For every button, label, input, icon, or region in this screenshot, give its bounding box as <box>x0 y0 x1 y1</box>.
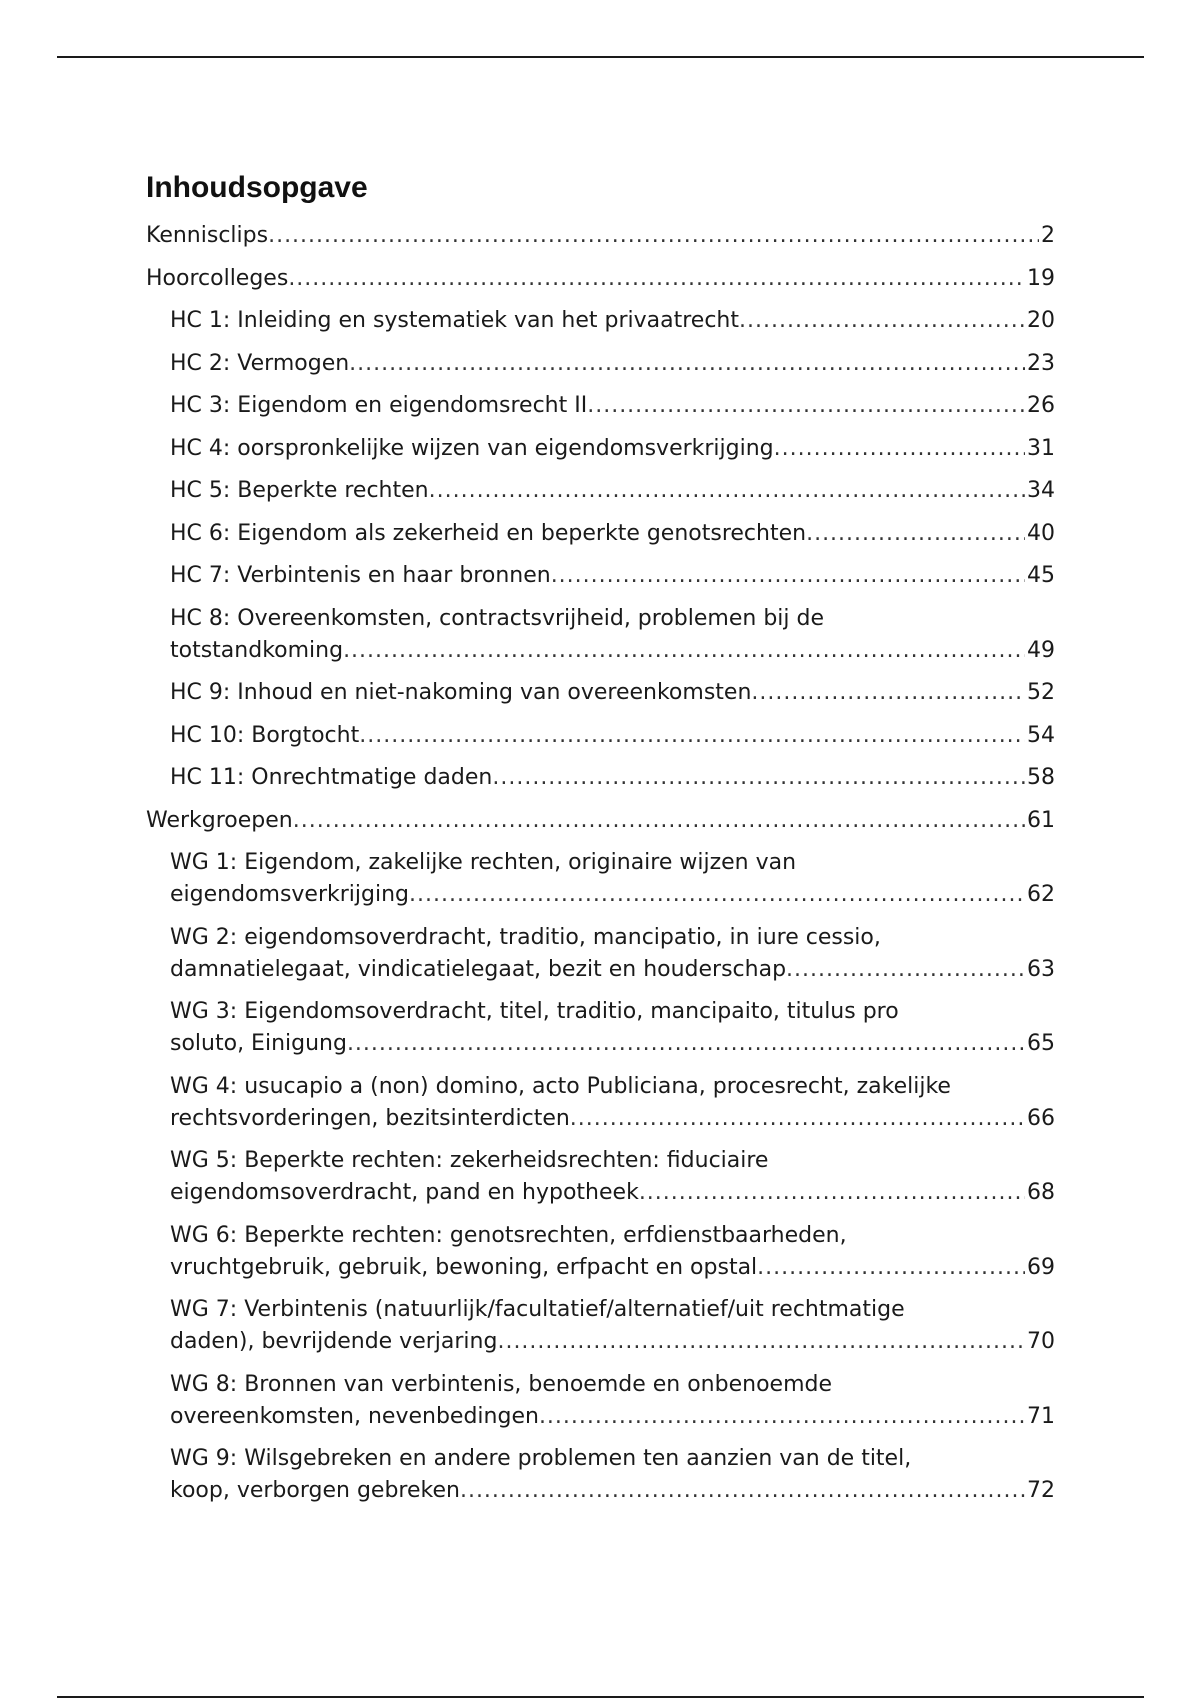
toc-page-number: 54 <box>1027 722 1055 748</box>
toc-page-number: 34 <box>1027 478 1055 503</box>
toc-page-number: 62 <box>1027 882 1055 907</box>
toc-page-number: 49 <box>1027 637 1055 663</box>
toc-entry-title: koop, verborgen gebreken <box>170 1478 460 1503</box>
toc-entry-title: HC 7: Verbintenis en haar bronnen <box>170 563 551 588</box>
toc-page-number: 20 <box>1027 308 1055 333</box>
toc-leader-dots <box>347 1028 1025 1060</box>
toc-entry-title: HC 3: Eigendom en eigendomsrecht II <box>170 393 588 418</box>
toc-leader-dots <box>639 1177 1025 1209</box>
toc-entry-title: damnatielegaat, vindicatielegaat, bezit en houderschap <box>170 956 787 982</box>
toc-page-number: 72 <box>1027 1478 1055 1503</box>
toc-entry[interactable] <box>146 1369 1055 1433</box>
toc-entry-title: WG 2: eigendomsoverdracht, traditio, mancipatio, in iure cessio, <box>170 924 881 950</box>
toc-entry[interactable] <box>146 1294 1055 1358</box>
toc-page-number: 26 <box>1027 393 1055 418</box>
toc-entry[interactable] <box>146 720 1055 752</box>
toc-entry-title: HC 5: Beperkte rechten <box>170 478 429 503</box>
toc-entry[interactable] <box>146 475 1055 507</box>
toc-leader-dots <box>460 1475 1025 1507</box>
toc-leader-dots <box>751 677 1025 709</box>
toc-page-number: 45 <box>1027 563 1055 588</box>
toc-entry-title: soluto, Einigung <box>170 1031 347 1056</box>
toc-entry[interactable] <box>146 348 1055 380</box>
toc-page-number: 19 <box>1027 265 1055 291</box>
toc-entry[interactable] <box>146 1220 1055 1284</box>
toc-page-number: 69 <box>1027 1254 1055 1280</box>
toc-entry-title: WG 7: Verbintenis (natuurlijk/facultatief/alternatief/uit rechtmatige <box>170 1297 905 1322</box>
toc-entry-title: HC 1: Inleiding en systematiek van het privaatrecht <box>170 308 739 333</box>
toc-entry[interactable] <box>146 996 1055 1060</box>
toc-entry-title: WG 9: Wilsgebreken en andere problemen ten aanzien van de titel, <box>170 1446 912 1471</box>
toc-entry[interactable] <box>146 1145 1055 1209</box>
toc-page-number: 58 <box>1027 765 1055 790</box>
toc-leader-dots <box>739 305 1025 337</box>
toc-container <box>146 170 1055 1518</box>
toc-page-number: 31 <box>1027 435 1055 461</box>
toc-leader-dots <box>539 1401 1025 1433</box>
toc-entry-title: WG 3: Eigendomsoverdracht, titel, traditio, mancipaito, titulus pro <box>170 999 899 1024</box>
toc-leader-dots <box>429 475 1025 507</box>
toc-entry-title: HC 2: Vermogen <box>170 350 350 376</box>
toc-page-number: 63 <box>1027 956 1055 982</box>
toc-entry[interactable] <box>146 762 1055 794</box>
toc-entry-title: WG 8: Bronnen van verbintenis, benoemde en onbenoemde <box>170 1371 832 1397</box>
toc-entry-title: rechtsvorderingen, bezitsinterdicten <box>170 1105 570 1131</box>
toc-leader-dots <box>570 1103 1025 1135</box>
toc-entry[interactable] <box>146 922 1055 986</box>
toc-page-number: 40 <box>1027 520 1055 546</box>
toc-page-number: 68 <box>1027 1180 1055 1205</box>
toc-entry[interactable] <box>146 263 1055 295</box>
toc-entry[interactable] <box>146 603 1055 667</box>
toc-entry[interactable] <box>146 1443 1055 1507</box>
toc-entry-title: Kennisclips <box>146 223 269 248</box>
toc-entry-title: HC 8: Overeenkomsten, contractsvrijheid, problemen bij de <box>170 605 824 631</box>
toc-leader-dots <box>409 879 1025 911</box>
toc-page-number: 2 <box>1041 223 1055 248</box>
toc-page-number: 66 <box>1027 1105 1055 1131</box>
toc-entry[interactable] <box>146 305 1055 337</box>
toc-entry-title: overeenkomsten, nevenbedingen <box>170 1403 539 1429</box>
toc-entry-title: HC 4: oorspronkelijke wijzen van eigendomsverkrijging <box>170 435 774 461</box>
toc-page-number: 71 <box>1027 1403 1055 1429</box>
toc-page-number: 65 <box>1027 1031 1055 1056</box>
toc-leader-dots <box>497 1326 1025 1358</box>
toc-entry-title: HC 6: Eigendom als zekerheid en beperkte genotsrechten <box>170 520 807 546</box>
toc-page-number: 23 <box>1027 350 1055 376</box>
toc-entry-title: daden), bevrijdende verjaring <box>170 1329 498 1354</box>
toc-leader-dots <box>587 390 1025 422</box>
toc-page-number: 61 <box>1027 807 1055 833</box>
toc-entry-title: WG 6: Beperkte rechten: genotsrechten, erfdienstbaarheden, <box>170 1222 847 1248</box>
toc-entry-title: WG 5: Beperkte rechten: zekerheidsrechten: fiduciaire <box>170 1148 769 1173</box>
toc-leader-dots <box>268 220 1039 252</box>
toc-entry-title: WG 4: usucapio a (non) domino, acto Publiciana, procesrecht, zakelijke <box>170 1073 951 1099</box>
toc-entry-title: eigendomsverkrijging <box>170 882 410 907</box>
toc-leader-dots <box>288 263 1025 295</box>
footer-rule <box>57 1696 1144 1698</box>
toc-entry-title: HC 11: Onrechtmatige daden <box>170 765 493 790</box>
toc-leader-dots <box>293 805 1025 837</box>
toc-entry-title: vruchtgebruik, gebruik, bewoning, erfpacht en opstal <box>170 1254 758 1280</box>
toc-leader-dots <box>786 954 1025 986</box>
toc-title: Inhoudsopgave <box>146 171 368 204</box>
toc-entry-title: eigendomsoverdracht, pand en hypotheek <box>170 1180 639 1205</box>
toc-entry-title: Hoorcolleges <box>146 265 289 291</box>
toc-entry[interactable] <box>146 677 1055 709</box>
toc-entry-title: totstandkoming <box>170 637 344 663</box>
toc-leader-dots <box>551 560 1025 592</box>
toc-list <box>146 220 1055 1507</box>
toc-entry[interactable] <box>146 805 1055 837</box>
header-rule <box>57 56 1144 58</box>
toc-entry[interactable] <box>146 390 1055 422</box>
toc-leader-dots <box>359 720 1025 752</box>
toc-entry[interactable] <box>146 220 1055 252</box>
toc-page-number: 52 <box>1027 680 1055 705</box>
toc-leader-dots <box>343 635 1025 667</box>
toc-entry-title: HC 10: Borgtocht <box>170 722 360 748</box>
toc-leader-dots <box>806 518 1025 550</box>
toc-entry-title: Werkgroepen <box>146 807 293 833</box>
toc-leader-dots <box>492 762 1025 794</box>
toc-leader-dots <box>757 1252 1025 1284</box>
toc-entry[interactable] <box>146 433 1055 465</box>
toc-entry-title: HC 9: Inhoud en niet-nakoming van overeenkomsten <box>170 680 752 705</box>
toc-leader-dots <box>349 348 1025 380</box>
toc-page-number: 70 <box>1027 1329 1055 1354</box>
toc-entry[interactable] <box>146 518 1055 550</box>
toc-entry-title: WG 1: Eigendom, zakelijke rechten, originaire wijzen van <box>170 850 797 875</box>
toc-entry[interactable] <box>146 560 1055 592</box>
toc-entry[interactable] <box>146 847 1055 911</box>
toc-leader-dots <box>774 433 1025 465</box>
toc-entry[interactable] <box>146 1071 1055 1135</box>
